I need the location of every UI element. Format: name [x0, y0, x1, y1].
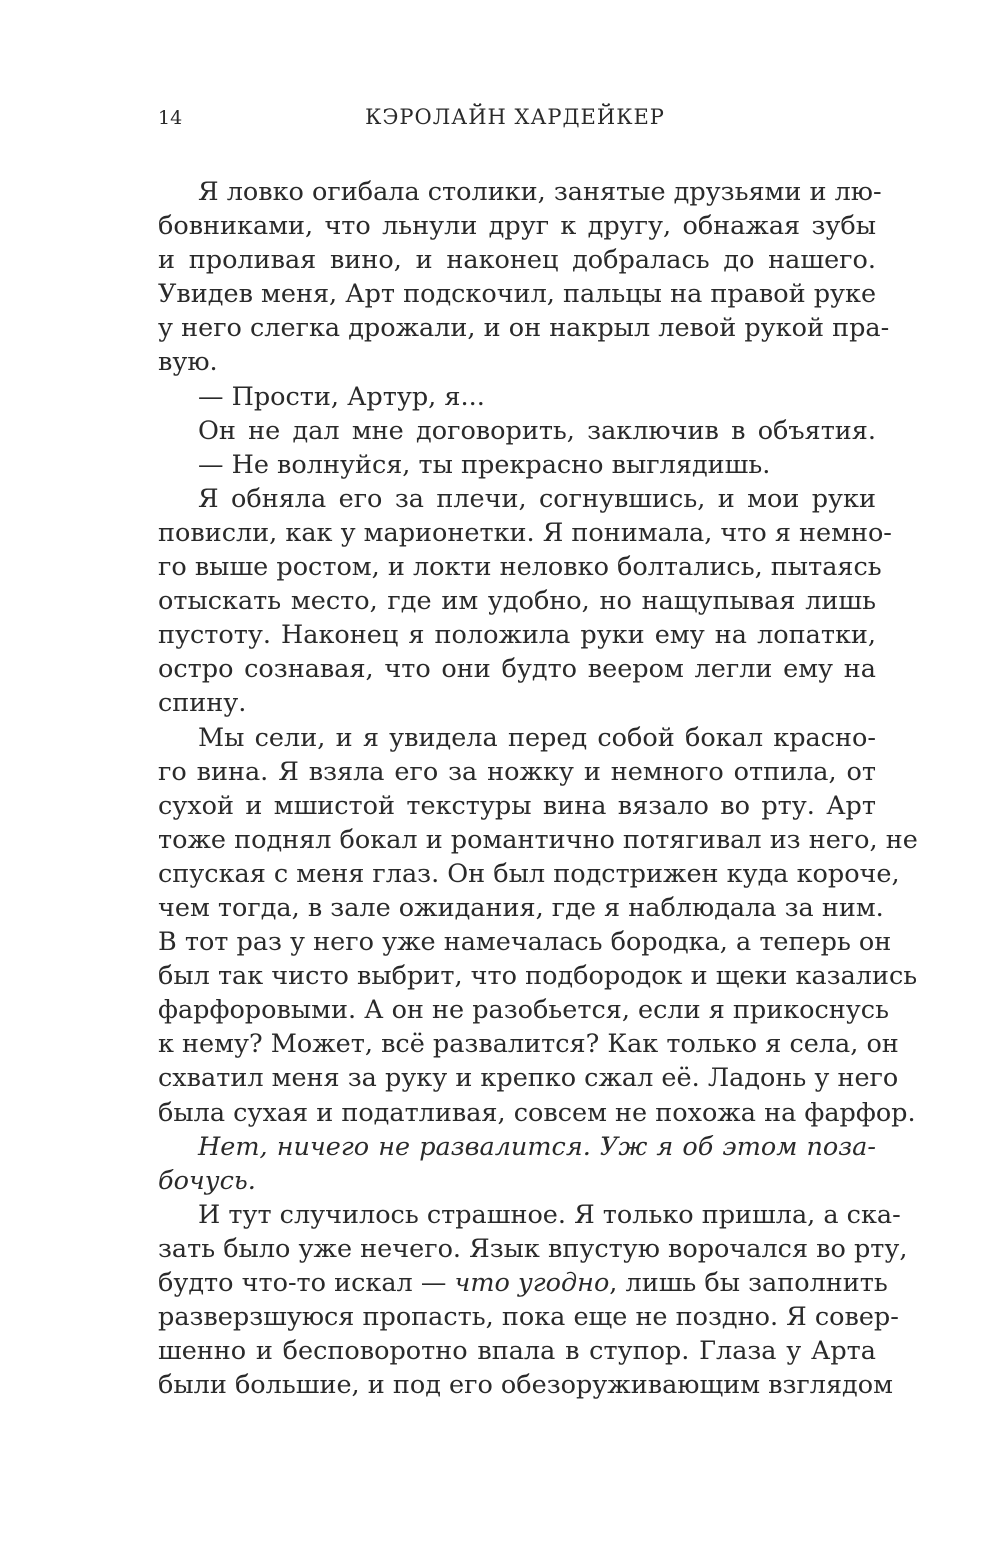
text-line: го выше ростом, и локти неловко болтались, пытаясь	[158, 552, 882, 583]
italic-text-line: Нет, ничего не развалится. Уж я об этом поза-	[198, 1131, 876, 1162]
text-line: Я обняла его за плечи, согнувшись, и мои руки	[198, 483, 876, 514]
text-line-with-emphasis	[158, 1266, 888, 1300]
text-line: у него слегка дрожали, и он накрыл левой рукой пра-	[158, 313, 890, 344]
italic-text-line: бочусь.	[158, 1165, 256, 1196]
text-line: спину.	[158, 688, 247, 719]
text-line: остро сознавая, что они будто веером легли ему на	[158, 654, 876, 685]
text-line: В тот раз у него уже намечалась бородка, а теперь он	[158, 927, 892, 958]
text-line: Я ловко огибала столики, занятые друзьями и лю-	[198, 177, 882, 207]
text-line: зать было уже нечего. Язык впустую ворочался во рту,	[158, 1233, 908, 1264]
text-line: — Прости, Артур, я...	[198, 381, 485, 412]
text-line: схватил меня за руку и крепко сжал её. Ладонь у него	[158, 1063, 899, 1094]
text-line: разверзшуюся пропасть, пока еще не поздно. Я совер-	[158, 1302, 899, 1333]
text-line: были большие, и под его обезоруживающим взглядом	[158, 1370, 893, 1401]
text-line: Увидев меня, Арт подскочил, пальцы на правой руке	[158, 279, 877, 310]
text-line: Он не дал мне договорить, заключив в объятия.	[198, 415, 876, 446]
text-line: вую.	[158, 347, 218, 378]
text-line: пустоту. Наконец я положила руки ему на лопатки,	[158, 620, 876, 651]
text-segment: , лишь бы заполнить	[609, 1268, 888, 1298]
text-segment: будто что-то искал —	[158, 1268, 455, 1298]
running-header-author: КЭРОЛАЙН ХАРДЕЙКЕР	[365, 105, 665, 129]
text-line: отыскать место, где им удобно, но нащупывая лишь	[158, 586, 876, 617]
text-line: сухой и мшистой текстуры вина вязало во рту. Арт	[158, 790, 876, 821]
text-line: был так чисто выбрит, что подбородок и щеки казались	[158, 961, 918, 992]
page-number: 14	[158, 107, 183, 129]
text-line: И тут случилось страшное. Я только пришла, а ска-	[198, 1199, 901, 1230]
body-text	[158, 175, 918, 1402]
text-line: повисли, как у марионетки. Я понимала, что я немно-	[158, 517, 892, 548]
text-line: чем тогда, в зале ожидания, где я наблюдала за ним.	[158, 892, 884, 923]
text-line: шенно и бесповоротно впала в ступор. Глаза у Арта	[158, 1336, 876, 1367]
text-line: бовниками, что льнули друг к другу, обнажая зубы	[158, 211, 876, 242]
text-line: и проливая вино, и наконец добралась до нашего.	[158, 245, 876, 276]
text-line: — Не волнуйся, ты прекрасно выглядишь.	[198, 449, 771, 480]
text-line: тоже поднял бокал и романтично потягивал из него, не	[158, 824, 918, 855]
emphasized-text: что угодно	[454, 1268, 610, 1298]
text-line: фарфоровыми. А он не разобьется, если я прикоснусь	[158, 995, 889, 1026]
text-line: спуская с меня глаз. Он был подстрижен куда короче,	[158, 858, 900, 889]
text-line: была сухая и податливая, совсем не похожа на фарфор.	[158, 1097, 916, 1128]
text-line: к нему? Может, всё развалится? Как только я села, он	[158, 1029, 899, 1060]
text-line: Мы сели, и я увидела перед собой бокал красно-	[198, 722, 876, 753]
text-line: го вина. Я взяла его за ножку и немного отпила, от	[158, 756, 876, 787]
